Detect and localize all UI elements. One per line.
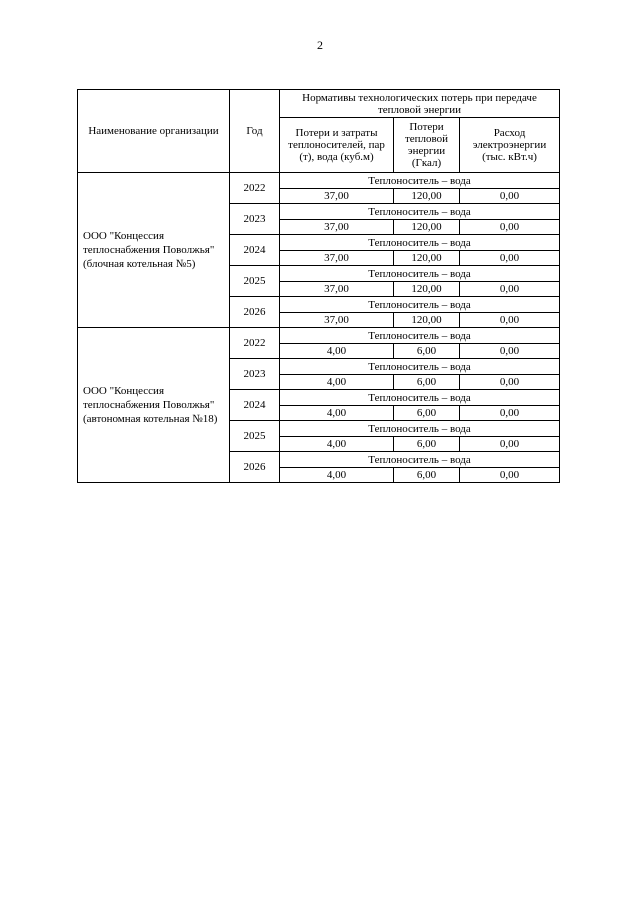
table-row <box>78 173 560 189</box>
carrier-cell: Теплоноситель – вода <box>280 328 560 344</box>
losses-value-cell: 37,00 <box>280 282 394 297</box>
year-cell: 2022 <box>230 173 280 204</box>
table-body <box>78 173 560 483</box>
losses-value-cell: 4,00 <box>280 406 394 421</box>
power-value-cell: 0,00 <box>460 344 560 359</box>
power-value-cell: 0,00 <box>460 468 560 483</box>
year-cell: 2023 <box>230 204 280 235</box>
heat-loss-value-cell: 6,00 <box>394 406 460 421</box>
carrier-cell: Теплоноситель – вода <box>280 297 560 313</box>
power-value-cell: 0,00 <box>460 220 560 235</box>
year-cell: 2023 <box>230 359 280 390</box>
power-value-cell: 0,00 <box>460 251 560 266</box>
header-power: Расход электроэнергии (тыс. кВт.ч) <box>460 118 560 173</box>
carrier-cell: Теплоноситель – вода <box>280 421 560 437</box>
carrier-cell: Теплоноситель – вода <box>280 359 560 375</box>
page-number: 2 <box>317 38 323 52</box>
power-value-cell: 0,00 <box>460 375 560 390</box>
year-cell: 2025 <box>230 266 280 297</box>
heat-loss-value-cell: 6,00 <box>394 468 460 483</box>
header-losses: Потери и затраты теплоносителей, пар (т), вода (куб.м) <box>280 118 394 173</box>
losses-value-cell: 4,00 <box>280 375 394 390</box>
losses-value-cell: 4,00 <box>280 468 394 483</box>
header-norms-group: Нормативы технологических потерь при передаче тепловой энергии <box>280 90 560 118</box>
header-year: Год <box>230 90 280 173</box>
power-value-cell: 0,00 <box>460 189 560 204</box>
carrier-cell: Теплоноситель – вода <box>280 204 560 220</box>
year-cell: 2024 <box>230 390 280 421</box>
year-cell: 2022 <box>230 328 280 359</box>
losses-value-cell: 37,00 <box>280 189 394 204</box>
heat-loss-value-cell: 6,00 <box>394 344 460 359</box>
year-cell: 2025 <box>230 421 280 452</box>
year-cell: 2024 <box>230 235 280 266</box>
heat-loss-value-cell: 120,00 <box>394 220 460 235</box>
table-header <box>78 90 560 173</box>
heat-loss-value-cell: 120,00 <box>394 282 460 297</box>
year-cell: 2026 <box>230 452 280 483</box>
losses-value-cell: 37,00 <box>280 220 394 235</box>
carrier-cell: Теплоноситель – вода <box>280 390 560 406</box>
losses-value-cell: 37,00 <box>280 251 394 266</box>
losses-value-cell: 4,00 <box>280 437 394 452</box>
power-value-cell: 0,00 <box>460 437 560 452</box>
carrier-cell: Теплоноситель – вода <box>280 235 560 251</box>
org-name-cell: ООО "Концессия теплоснабжения Поволжья" (автономная котельная №18) <box>78 328 230 483</box>
year-cell: 2026 <box>230 297 280 328</box>
carrier-cell: Теплоноситель – вода <box>280 173 560 189</box>
carrier-cell: Теплоноситель – вода <box>280 266 560 282</box>
losses-value-cell: 37,00 <box>280 313 394 328</box>
power-value-cell: 0,00 <box>460 406 560 421</box>
carrier-cell: Теплоноситель – вода <box>280 452 560 468</box>
losses-value-cell: 4,00 <box>280 344 394 359</box>
org-name-cell: ООО "Концессия теплоснабжения Поволжья" (блочная котельная №5) <box>78 173 230 328</box>
table-row <box>78 328 560 344</box>
heat-loss-value-cell: 6,00 <box>394 375 460 390</box>
header-org: Наименование организации <box>78 90 230 173</box>
heat-loss-value-cell: 120,00 <box>394 313 460 328</box>
power-value-cell: 0,00 <box>460 313 560 328</box>
loss-norms-table <box>77 89 560 483</box>
power-value-cell: 0,00 <box>460 282 560 297</box>
heat-loss-value-cell: 6,00 <box>394 437 460 452</box>
header-heat-losses: Потери тепловой энергии (Гкал) <box>394 118 460 173</box>
heat-loss-value-cell: 120,00 <box>394 251 460 266</box>
heat-loss-value-cell: 120,00 <box>394 189 460 204</box>
